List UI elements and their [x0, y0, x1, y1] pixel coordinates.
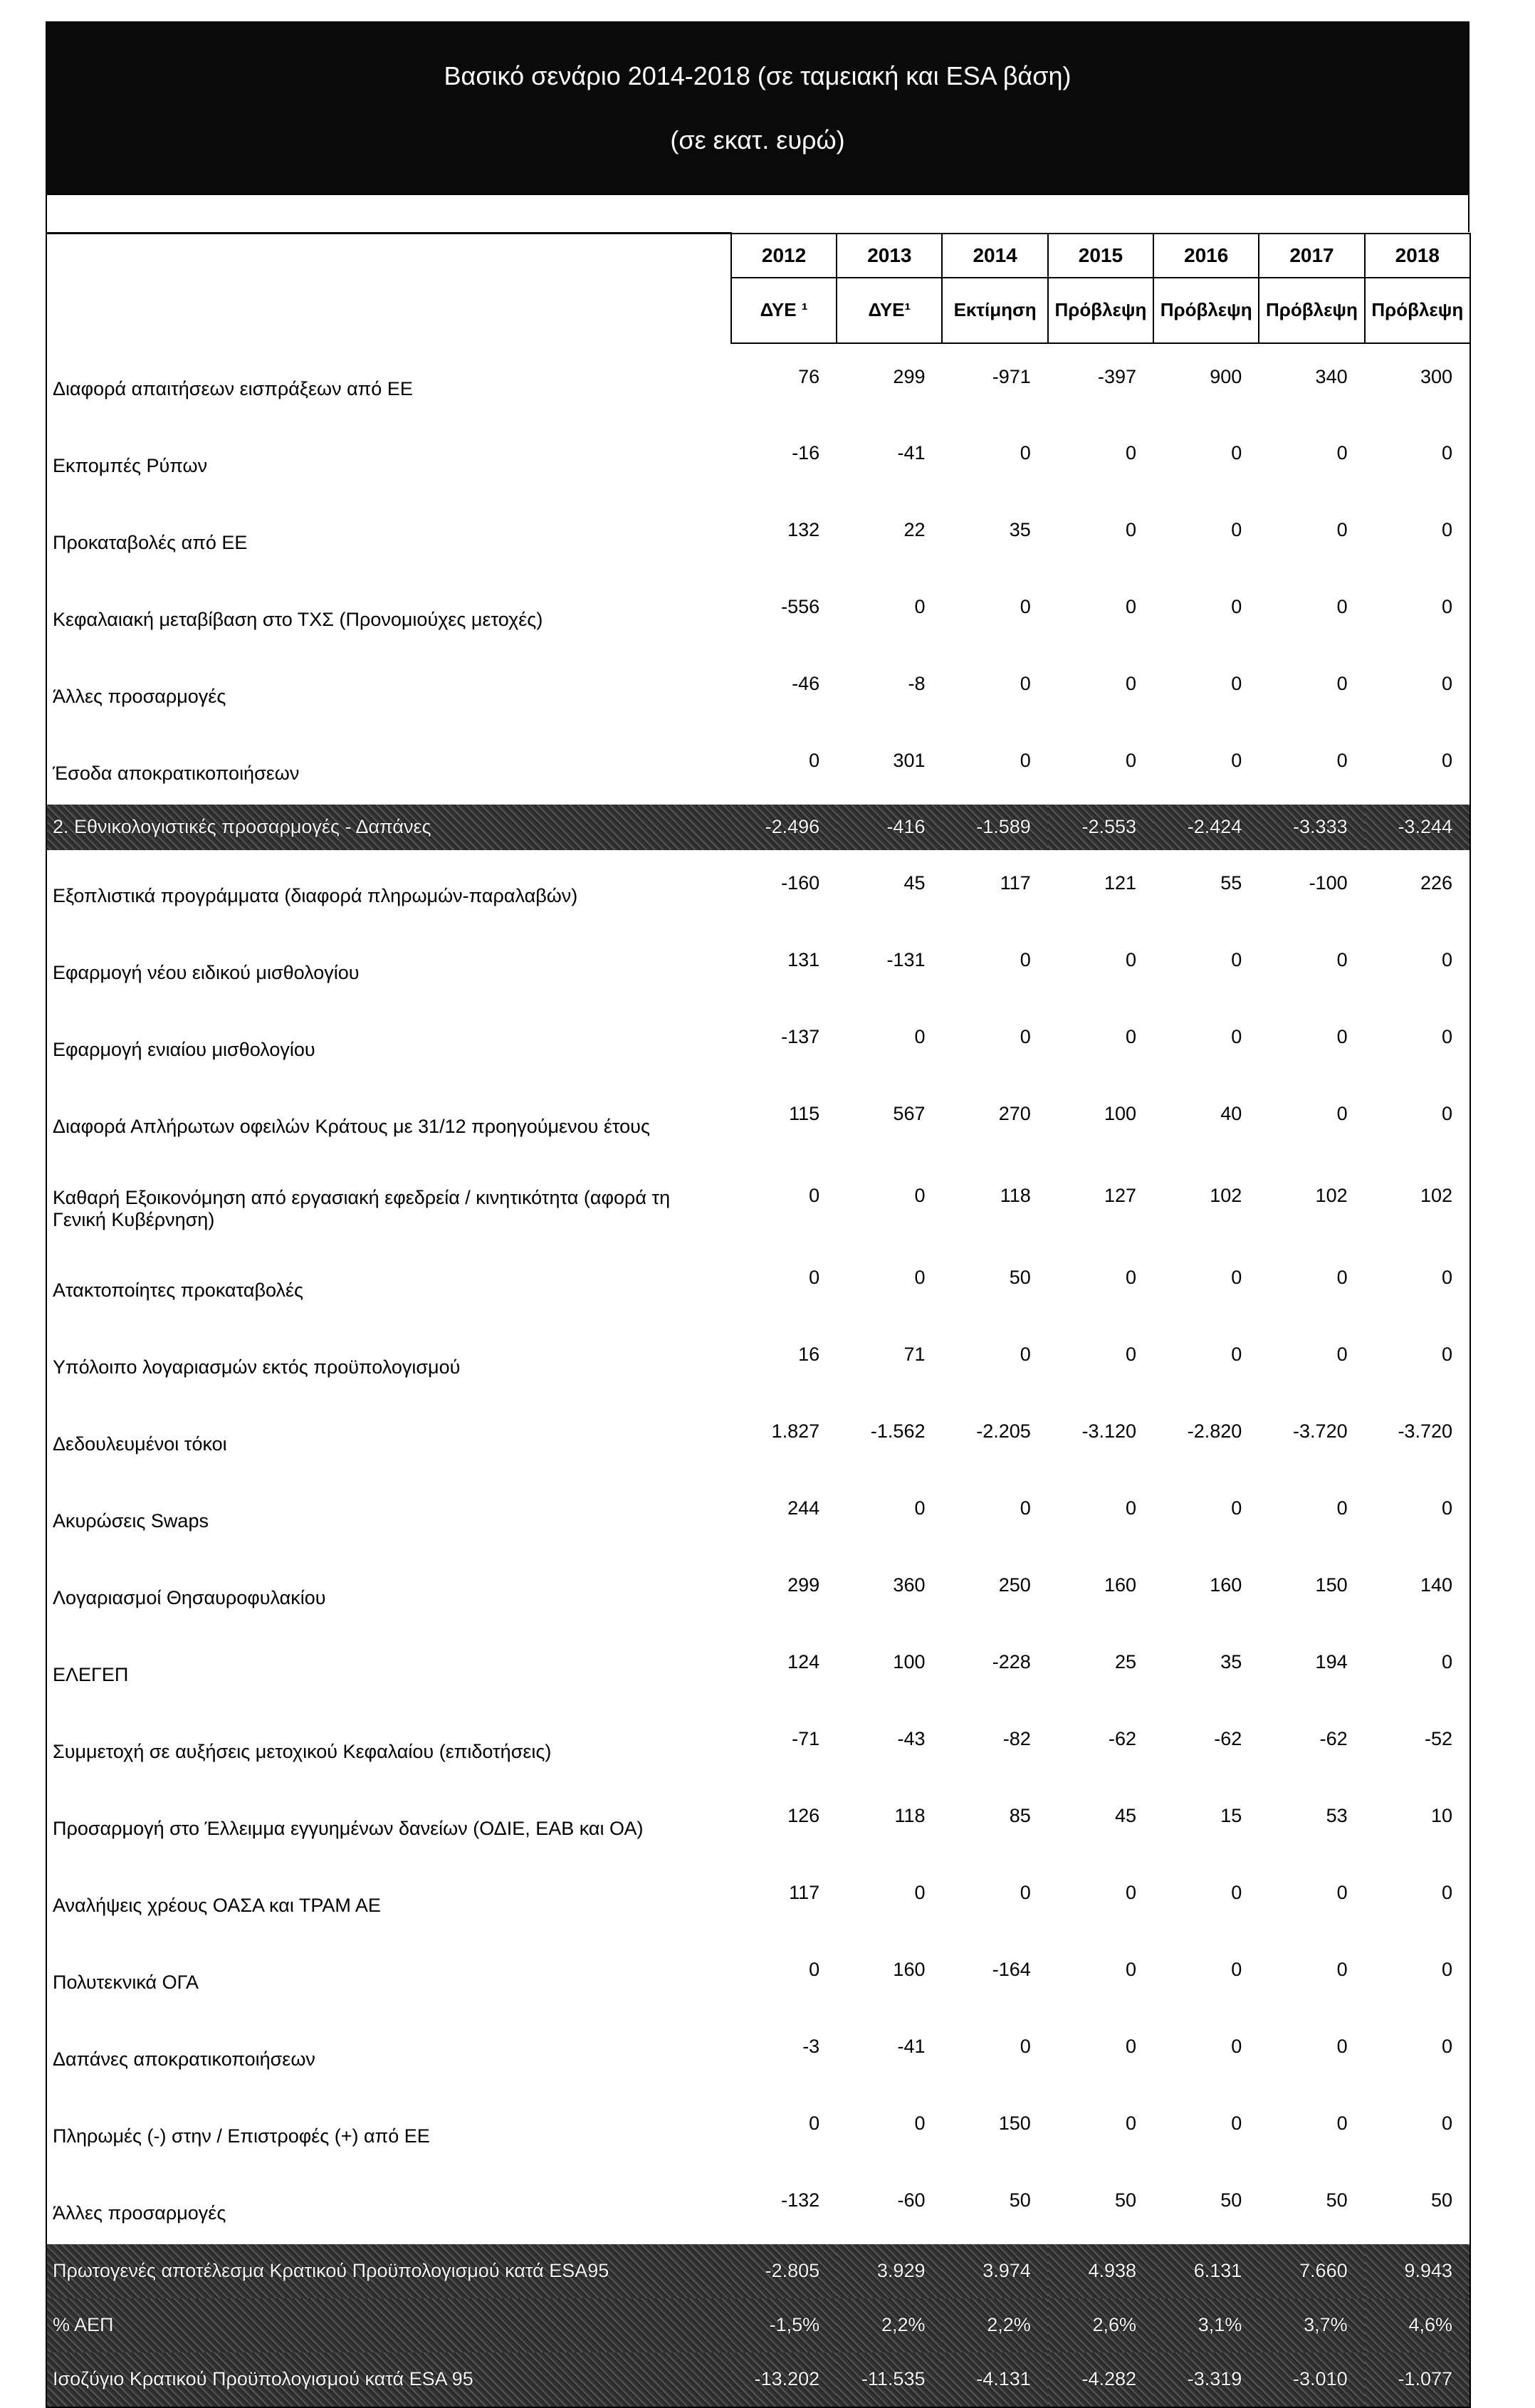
table-title: Βασικό σενάριο 2014-2018 (σε ταμειακή και ESA βάση) — [444, 61, 1072, 90]
cell-value: 0 — [914, 1267, 926, 1288]
cell-value: 118 — [894, 1805, 926, 1826]
cell-value: 9.943 — [1365, 2244, 1470, 2298]
cell-value: -2.424 — [1153, 805, 1259, 850]
cell-value: 0 — [1336, 1959, 1348, 1980]
row-label: Δαπάνες αποκρατικοποιήσεων — [46, 2014, 731, 2090]
title-band — [46, 21, 1469, 195]
cell-value: 102 — [1365, 1158, 1470, 1245]
cell-value: 50 — [1365, 2167, 1470, 2244]
cell-value: 0 — [1365, 1321, 1470, 1398]
cell-value: -3.319 — [1153, 2352, 1259, 2407]
cell-value: 85 — [1009, 1805, 1031, 1826]
row-label: Συμμετοχή σε αυξήσεις μετοχικού Κεφαλαίου (επιδοτήσεις) — [46, 1706, 731, 1783]
cell-value: 102 — [1210, 1185, 1242, 1206]
row-label: Ατακτοποίητες προκαταβολές — [46, 1245, 731, 1321]
cell-value: 0 — [809, 1959, 820, 1980]
cell-value: 0 — [1365, 2090, 1470, 2167]
cell-value: 4,6% — [1365, 2298, 1470, 2352]
bottom-border — [46, 2407, 1470, 2408]
cell-value: -397 — [1098, 365, 1137, 387]
cell-value: 0 — [1231, 949, 1242, 970]
cell-value: 0 — [1336, 750, 1348, 771]
table-row — [46, 1475, 1470, 1552]
row-label: Εφαρμογή νέου ειδικού μισθολογίου — [46, 927, 731, 1004]
table-row — [46, 2090, 1470, 2167]
cell-value: 0 — [1231, 2113, 1242, 2134]
cell-value: -971 — [992, 365, 1031, 387]
cell-value: 0 — [1231, 596, 1242, 617]
col-year: 2016 — [1153, 234, 1259, 278]
cell-value: 250 — [998, 1574, 1031, 1596]
cell-value: 0 — [1126, 1882, 1137, 1903]
cell-value: 360 — [893, 1574, 926, 1596]
cell-value: -71 — [792, 1728, 820, 1749]
cell-value: -3.720 — [1365, 1398, 1470, 1475]
cell-value: 117 — [1000, 872, 1031, 894]
cell-value: 0 — [809, 2113, 820, 2134]
cell-value: 0 — [1020, 596, 1031, 617]
col-type: ΔΥΕ¹ — [837, 278, 942, 343]
cell-value: 0 — [1231, 750, 1242, 771]
cell-value: 0 — [1336, 519, 1348, 540]
cell-value: 0 — [1126, 519, 1137, 540]
cell-value: -13.202 — [731, 2352, 837, 2407]
spacer — [46, 195, 1469, 232]
cell-value: 0 — [1336, 949, 1348, 970]
cell-value: 0 — [1365, 1475, 1470, 1552]
cell-value: 0 — [1336, 1267, 1348, 1288]
cell-value: 2,2% — [942, 2298, 1047, 2352]
section2 — [46, 805, 1470, 850]
cell-value: 45 — [1115, 1805, 1137, 1826]
cell-value: -132 — [781, 2189, 820, 2211]
cell-value: -2.496 — [731, 805, 837, 850]
cell-value: 118 — [1000, 1185, 1031, 1206]
cell-value: -4.131 — [942, 2352, 1047, 2407]
cell-value: 4.938 — [1048, 2244, 1153, 2298]
table-row — [46, 1937, 1470, 2014]
cell-value: 126 — [787, 1805, 820, 1826]
table-row — [46, 574, 1470, 651]
cell-value: 0 — [809, 1185, 820, 1206]
cell-value: -62 — [1214, 1728, 1242, 1749]
cell-value: 0 — [1365, 1245, 1470, 1321]
cell-value: -131 — [886, 949, 926, 970]
table-row — [46, 728, 1470, 805]
row-label: ΕΛΕΓΕΠ — [46, 1629, 731, 1706]
cell-value: -3.333 — [1259, 805, 1364, 850]
cell-value: 0 — [1126, 1267, 1137, 1288]
cell-value: 0 — [1020, 673, 1031, 694]
cell-value: 0 — [1336, 2036, 1348, 2057]
row-label: Εφαρμογή ενιαίου μισθολογίου — [46, 1004, 731, 1081]
cell-value: -2.205 — [976, 1420, 1031, 1442]
cell-value: 0 — [809, 1267, 820, 1288]
cell-value: 0 — [1020, 1026, 1031, 1047]
cell-value: -2.820 — [1187, 1420, 1242, 1442]
total-row — [46, 2298, 1470, 2352]
cell-value: 115 — [789, 1103, 820, 1124]
cell-value: -2.553 — [1048, 805, 1153, 850]
cell-value: 2,2% — [837, 2298, 942, 2352]
cell-value: 7.660 — [1259, 2244, 1364, 2298]
cell-value: -1.077 — [1365, 2352, 1470, 2407]
cell-value: 35 — [1009, 519, 1031, 540]
expenditure-adjustments-section — [46, 850, 1470, 2244]
cell-value: 0 — [1365, 728, 1470, 805]
cell-value: -1,5% — [731, 2298, 837, 2352]
table-row — [46, 850, 1470, 927]
cell-value: 0 — [914, 1185, 926, 1206]
cell-value: 0 — [1336, 1882, 1348, 1903]
row-label: Εκπομπές Ρύπων — [46, 420, 731, 497]
table-row — [46, 651, 1470, 728]
col-type: ΔΥΕ ¹ — [731, 278, 837, 343]
cell-value: -3 — [802, 2036, 820, 2057]
table-row — [46, 343, 1470, 420]
cell-value: 0 — [1126, 442, 1137, 464]
cell-value: -3.244 — [1365, 805, 1470, 850]
row-label: Διαφορά απαιτήσεων εισπράξεων από ΕΕ — [46, 343, 731, 420]
cell-value: 0 — [1126, 2113, 1137, 2134]
col-year: 2018 — [1365, 234, 1470, 278]
cell-value: 0 — [1020, 2036, 1031, 2057]
cell-value: -1.562 — [870, 1420, 926, 1442]
cell-value: 16 — [798, 1344, 820, 1365]
cell-value: 35 — [1220, 1651, 1242, 1672]
cell-value: 340 — [1315, 365, 1348, 387]
cell-value: -41 — [897, 442, 926, 464]
cell-value: 0 — [1365, 1081, 1470, 1158]
cell-value: -556 — [781, 596, 820, 617]
cell-value: -62 — [1319, 1728, 1348, 1749]
cell-value: 0 — [1336, 2113, 1348, 2134]
cell-value: -3.010 — [1259, 2352, 1364, 2407]
cell-value: 0 — [1020, 1882, 1031, 1903]
cell-value: 50 — [1009, 2189, 1031, 2211]
cell-value: 0 — [1126, 1497, 1137, 1519]
cell-value: 0 — [1365, 1629, 1470, 1706]
cell-value: 0 — [1231, 519, 1242, 540]
cell-value: 25 — [1115, 1651, 1137, 1672]
row-label: Ακυρώσεις Swaps — [46, 1475, 731, 1552]
cell-value: 0 — [1126, 1026, 1137, 1047]
cell-value: 22 — [903, 519, 926, 540]
cell-value: 100 — [893, 1651, 926, 1672]
cell-value: -3.120 — [1081, 1420, 1137, 1442]
cell-value: 0 — [1231, 1344, 1242, 1365]
cell-value: -43 — [897, 1728, 926, 1749]
table-row — [46, 2167, 1470, 2244]
cell-value: -3.720 — [1293, 1420, 1348, 1442]
document-page — [46, 21, 1469, 2408]
cell-value: 0 — [914, 1882, 926, 1903]
cell-value: 0 — [1126, 1959, 1137, 1980]
cell-value: 0 — [1020, 1497, 1031, 1519]
cell-value: 121 — [1104, 872, 1137, 894]
cell-value: 0 — [1336, 596, 1348, 617]
cell-value: 194 — [1315, 1651, 1348, 1672]
row-label: Δεδουλευμένοι τόκοι — [46, 1398, 731, 1475]
table-row — [46, 927, 1470, 1004]
table-row — [46, 497, 1470, 574]
cell-value: 124 — [787, 1651, 820, 1672]
table-row — [46, 1552, 1470, 1629]
row-label: Άλλες προσαρμογές — [46, 2167, 731, 2244]
cell-value: 0 — [1365, 1004, 1470, 1081]
cell-value: 0 — [1020, 1344, 1031, 1365]
cell-value: -16 — [792, 442, 820, 464]
cell-value: 53 — [1326, 1805, 1348, 1826]
total-row — [46, 2244, 1470, 2298]
cell-value: 300 — [1365, 343, 1470, 420]
row-label: Έσοδα αποκρατικοποιήσεων — [46, 728, 731, 805]
cell-value: 6.131 — [1153, 2244, 1259, 2298]
row-label: Άλλες προσαρμογές — [46, 651, 731, 728]
row-label: Καθαρή Εξοικονόμηση από εργασιακή εφεδρεία / κινητικότητα (αφορά τη Γενική Κυβέρνηση) — [46, 1158, 731, 1245]
row-label: Προσαρμογή στο Έλλειμμα εγγυημένων δανείων (ΟΔΙΕ, ΕΑΒ και ΟΑ) — [46, 1783, 731, 1860]
cell-value: 0 — [1231, 673, 1242, 694]
table-row — [46, 1158, 1470, 1245]
cell-value: 0 — [809, 750, 820, 771]
row-label: Πληρωμές (-) στην / Επιστροφές (+) από ΕΕ — [46, 2090, 731, 2167]
cell-value: 50 — [1220, 2189, 1242, 2211]
cell-value: -100 — [1309, 872, 1348, 894]
cell-value: 299 — [787, 1574, 820, 1596]
cell-value: 45 — [903, 872, 926, 894]
cell-value: 160 — [893, 1959, 926, 1980]
cell-value: 0 — [914, 2113, 926, 2134]
table-row — [46, 1245, 1470, 1321]
cell-value: 0 — [1365, 497, 1470, 574]
col-year: 2015 — [1048, 234, 1153, 278]
cell-value: 0 — [1126, 1344, 1137, 1365]
cell-value: -60 — [897, 2189, 926, 2211]
cell-value: -137 — [781, 1026, 820, 1047]
row-label: Λογαριασμοί Θησαυροφυλακίου — [46, 1552, 731, 1629]
cell-value: -52 — [1365, 1706, 1470, 1783]
cell-value: 1.827 — [771, 1420, 820, 1442]
cell-value: 567 — [893, 1103, 926, 1124]
cell-value: -41 — [897, 2036, 926, 2057]
cell-value: 0 — [1336, 1497, 1348, 1519]
cell-value: 0 — [1020, 750, 1031, 771]
row-label: % ΑΕΠ — [46, 2298, 731, 2352]
cell-value: 102 — [1315, 1185, 1348, 1206]
cell-value: -1.589 — [942, 805, 1047, 850]
cell-value: 0 — [1336, 1026, 1348, 1047]
cell-value: 127 — [1104, 1185, 1137, 1206]
cell-value: 0 — [1231, 1882, 1242, 1903]
cell-value: 0 — [1336, 442, 1348, 464]
table-row — [46, 1004, 1470, 1081]
cell-value: 76 — [798, 365, 820, 387]
table-row — [46, 420, 1470, 497]
cell-value: 299 — [893, 365, 926, 387]
row-label: Πρωτογενές αποτέλεσμα Κρατικού Προϋπολογισμού κατά ESA95 — [46, 2244, 731, 2298]
cell-value: 3.929 — [837, 2244, 942, 2298]
cell-value: 0 — [1365, 651, 1470, 728]
row-label: Εξοπλιστικά προγράμματα (διαφορά πληρωμών-παραλαβών) — [46, 850, 731, 927]
cell-value: 0 — [1231, 1497, 1242, 1519]
cell-value: -416 — [837, 805, 942, 850]
cell-value: 160 — [1104, 1574, 1137, 1596]
header-years-row — [46, 234, 1470, 278]
cell-value: 270 — [998, 1103, 1031, 1124]
cell-value: 0 — [1336, 1103, 1348, 1124]
cell-value: 10 — [1365, 1783, 1470, 1860]
total-row — [46, 2352, 1470, 2407]
col-type: Εκτίμηση — [942, 278, 1047, 343]
table-row — [46, 1629, 1470, 1706]
row-label: Ισοζύγιο Κρατικού Προϋπολογισμού κατά ESA 95 — [46, 2352, 731, 2407]
cell-value: 55 — [1220, 872, 1242, 894]
row-label: Πολυτεκνικά ΟΓΑ — [46, 1937, 731, 2014]
row-label: Κεφαλαιακή μεταβίβαση στο ΤΧΣ (Προνομιούχες μετοχές) — [46, 574, 731, 651]
cell-value: 0 — [1126, 596, 1137, 617]
cell-value: -160 — [781, 872, 820, 894]
cell-value: 150 — [1315, 1574, 1348, 1596]
cell-value: 132 — [787, 519, 820, 540]
cell-value: 0 — [1365, 574, 1470, 651]
cell-value: 244 — [787, 1497, 820, 1519]
row-label: Προκαταβολές από ΕΕ — [46, 497, 731, 574]
cell-value: 0 — [1231, 1959, 1242, 1980]
cell-value: 3,7% — [1259, 2298, 1364, 2352]
table-row — [46, 1860, 1470, 1937]
cell-value: 0 — [1231, 1267, 1242, 1288]
cell-value: 0 — [1336, 1344, 1348, 1365]
cell-value: 0 — [1231, 2036, 1242, 2057]
col-year: 2013 — [837, 234, 942, 278]
table-row — [46, 1783, 1470, 1860]
totals-section — [46, 2244, 1470, 2407]
cell-value: 226 — [1365, 850, 1470, 927]
cell-value: -8 — [908, 673, 926, 694]
budget-table — [46, 232, 1471, 2408]
cell-value: -62 — [1109, 1728, 1137, 1749]
section-label: 2. Εθνικολογιστικές προσαρμογές - Δαπάνες — [46, 805, 731, 850]
cell-value: 100 — [1104, 1103, 1137, 1124]
cell-value: 0 — [1126, 949, 1137, 970]
cell-value: 160 — [1210, 1574, 1242, 1596]
col-type: Πρόβλεψη — [1365, 278, 1470, 343]
col-year: 2014 — [942, 234, 1047, 278]
table-row — [46, 1081, 1470, 1158]
col-year: 2012 — [731, 234, 837, 278]
table-row — [46, 1398, 1470, 1475]
cell-value: 0 — [1365, 1937, 1470, 2014]
cell-value: -228 — [992, 1651, 1031, 1672]
cell-value: 0 — [914, 596, 926, 617]
cell-value: 0 — [914, 1026, 926, 1047]
cell-value: 71 — [903, 1344, 926, 1365]
cell-value: 0 — [1365, 420, 1470, 497]
cell-value: -4.282 — [1048, 2352, 1153, 2407]
cell-value: 50 — [1009, 1267, 1031, 1288]
cell-value: 0 — [1231, 1026, 1242, 1047]
cell-value: -2.805 — [731, 2244, 837, 2298]
cell-value: 0 — [1126, 750, 1137, 771]
cell-value: 301 — [893, 750, 926, 771]
cell-value: 900 — [1210, 365, 1242, 387]
cell-value: 50 — [1115, 2189, 1137, 2211]
cell-value: 50 — [1326, 2189, 1348, 2211]
cell-value: 0 — [1020, 949, 1031, 970]
cell-value: -46 — [792, 673, 820, 694]
row-label: Αναλήψεις χρέους ΟΑΣΑ και ΤΡΑΜ ΑΕ — [46, 1860, 731, 1937]
cell-value: -11.535 — [837, 2352, 942, 2407]
cell-value: 140 — [1365, 1552, 1470, 1629]
cell-value: 150 — [998, 2113, 1031, 2134]
header-blank — [46, 234, 731, 343]
table-subtitle-units: (σε εκατ. ευρώ) — [670, 125, 845, 155]
col-type: Πρόβλεψη — [1048, 278, 1153, 343]
cell-value: -82 — [1002, 1728, 1031, 1749]
cell-value: 15 — [1220, 1805, 1242, 1826]
cell-value: 40 — [1220, 1103, 1242, 1124]
col-type: Πρόβλεψη — [1153, 278, 1259, 343]
row-label: Υπόλοιπο λογαριασμών εκτός προϋπολογισμού — [46, 1321, 731, 1398]
cell-value: 0 — [1336, 673, 1348, 694]
cell-value: 131 — [787, 949, 820, 970]
cell-value: -164 — [992, 1959, 1031, 1980]
col-year: 2017 — [1259, 234, 1364, 278]
row-label: Διαφορά Απλήρωτων οφειλών Κράτους με 31/12 προηγούμενου έτους — [46, 1081, 731, 1158]
table-row — [46, 2014, 1470, 2090]
col-type: Πρόβλεψη — [1259, 278, 1364, 343]
cell-value: 0 — [1126, 673, 1137, 694]
cell-value: 0 — [1126, 2036, 1137, 2057]
section-header-row — [46, 805, 1470, 850]
table-row — [46, 1321, 1470, 1398]
cell-value: 0 — [1365, 927, 1470, 1004]
cell-value: 0 — [1020, 442, 1031, 464]
cell-value: 3.974 — [942, 2244, 1047, 2298]
cell-value: 3,1% — [1153, 2298, 1259, 2352]
cell-value: 117 — [789, 1882, 820, 1903]
cell-value: 0 — [1231, 442, 1242, 464]
cell-value: 0 — [914, 1497, 926, 1519]
cell-value: 2,6% — [1048, 2298, 1153, 2352]
table-row — [46, 1706, 1470, 1783]
cell-value: 0 — [1365, 1860, 1470, 1937]
revenue-adjustments-section — [46, 343, 1470, 805]
cell-value: 0 — [1365, 2014, 1470, 2090]
